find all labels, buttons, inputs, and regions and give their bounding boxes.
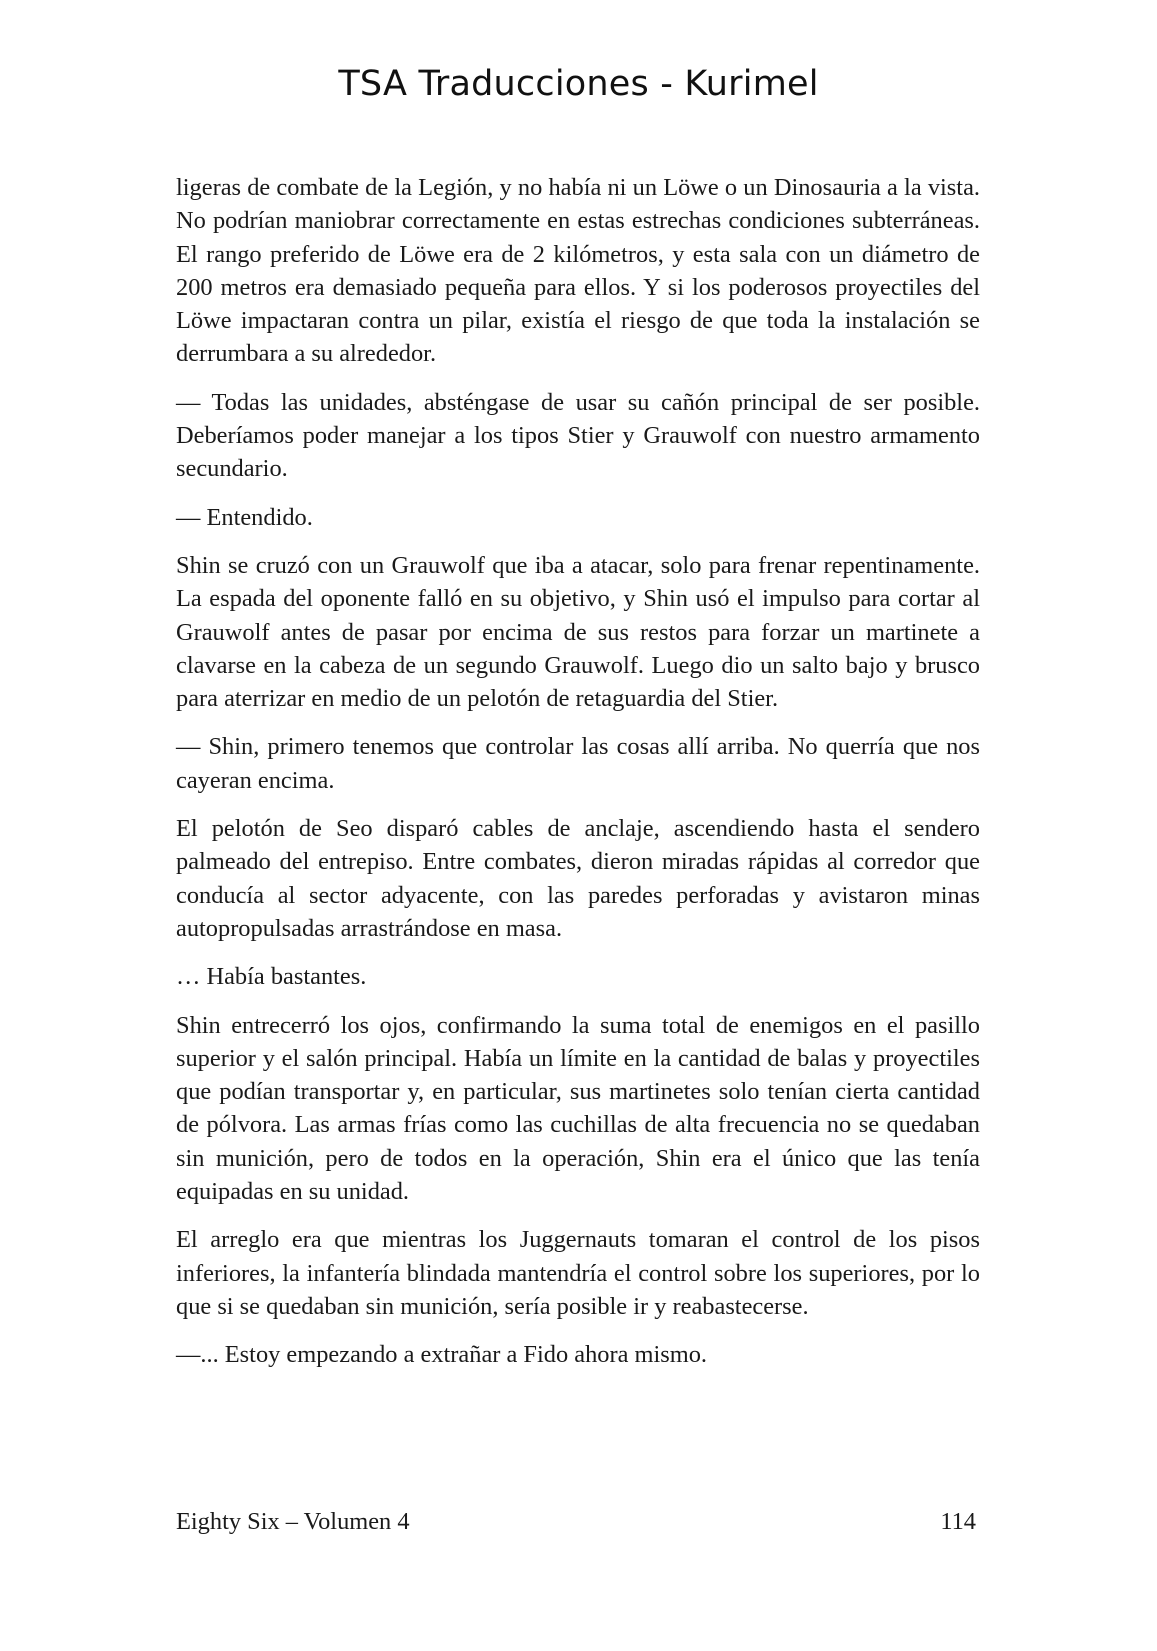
paragraph: — Entendido.	[176, 503, 313, 531]
page-header: TSA Traducciones - Kurimel	[338, 64, 819, 104]
paragraph: ligeras de combate de la Legión, y no había ni un Löwe o un Dinosauria a la vista. No podrían maniobrar correctamente en estas estrechas condiciones subterráneas. El rango preferido de Löwe era de 2 kilómetros, y esta sala con un diámetro de 200 metros era demasiado pequeña para ellos. Y si los poderosos proyectiles del Löwe impactaran contra un pilar, existía el riesgo de que toda la instalación se derrumbara a su alrededor.	[176, 174, 980, 368]
page-body	[176, 171, 980, 1387]
paragraph: — Todas las unidades, absténgase de usar su cañón principal de ser posible. Deberíamos poder manejar a los tipos Stier y Grauwolf con nuestro armamento secundario.	[176, 388, 980, 483]
paragraph: El arreglo era que mientras los Juggernauts tomaran el control de los pisos inferiores, la infantería blindada mantendría el control sobre los superiores, por lo que si se quedaban sin munición, sería posible ir y reabastecerse.	[176, 1226, 980, 1320]
paragraph: — Shin, primero tenemos que controlar las cosas allí arriba. No querría que nos cayeran encima.	[176, 733, 980, 794]
paragraph: —... Estoy empezando a extrañar a Fido ahora mismo.	[176, 1341, 708, 1369]
page-number: 114	[940, 1508, 976, 1535]
paragraph: Shin se cruzó con un Grauwolf que iba a atacar, solo para frenar repentinamente. La espada del oponente falló en su objetivo, y Shin usó el impulso para cortar al Grauwolf antes de pasar por encima de sus restos para forzar un martinete a clavarse en la cabeza de un segundo Grauwolf. Luego dio un salto bajo y brusco para aterrizar en medio de un pelotón de retaguardia del Stier.	[176, 551, 980, 713]
paragraph: Shin entrecerró los ojos, confirmando la suma total de enemigos en el pasillo superior y el salón principal. Había un límite en la cantidad de balas y proyectiles que podían transportar y, en particular, sus martinetes solo tenían cierta cantidad de pólvora. Las armas frías como las cuchillas de alta frecuencia no se quedaban sin munición, pero de todos en la operación, Shin era el único que las tenía equipadas en su unidad.	[176, 1011, 980, 1206]
footer-book-title: Eighty Six – Volumen 4	[176, 1508, 410, 1535]
paragraph: … Había bastantes.	[176, 963, 367, 991]
paragraph: El pelotón de Seo disparó cables de anclaje, ascendiendo hasta el sendero palmeado del entrepiso. Entre combates, dieron miradas rápidas al corredor que conducía al sector adyacente, con las paredes perforadas y avistaron minas autopropulsadas arrastrándose en masa.	[176, 815, 980, 942]
